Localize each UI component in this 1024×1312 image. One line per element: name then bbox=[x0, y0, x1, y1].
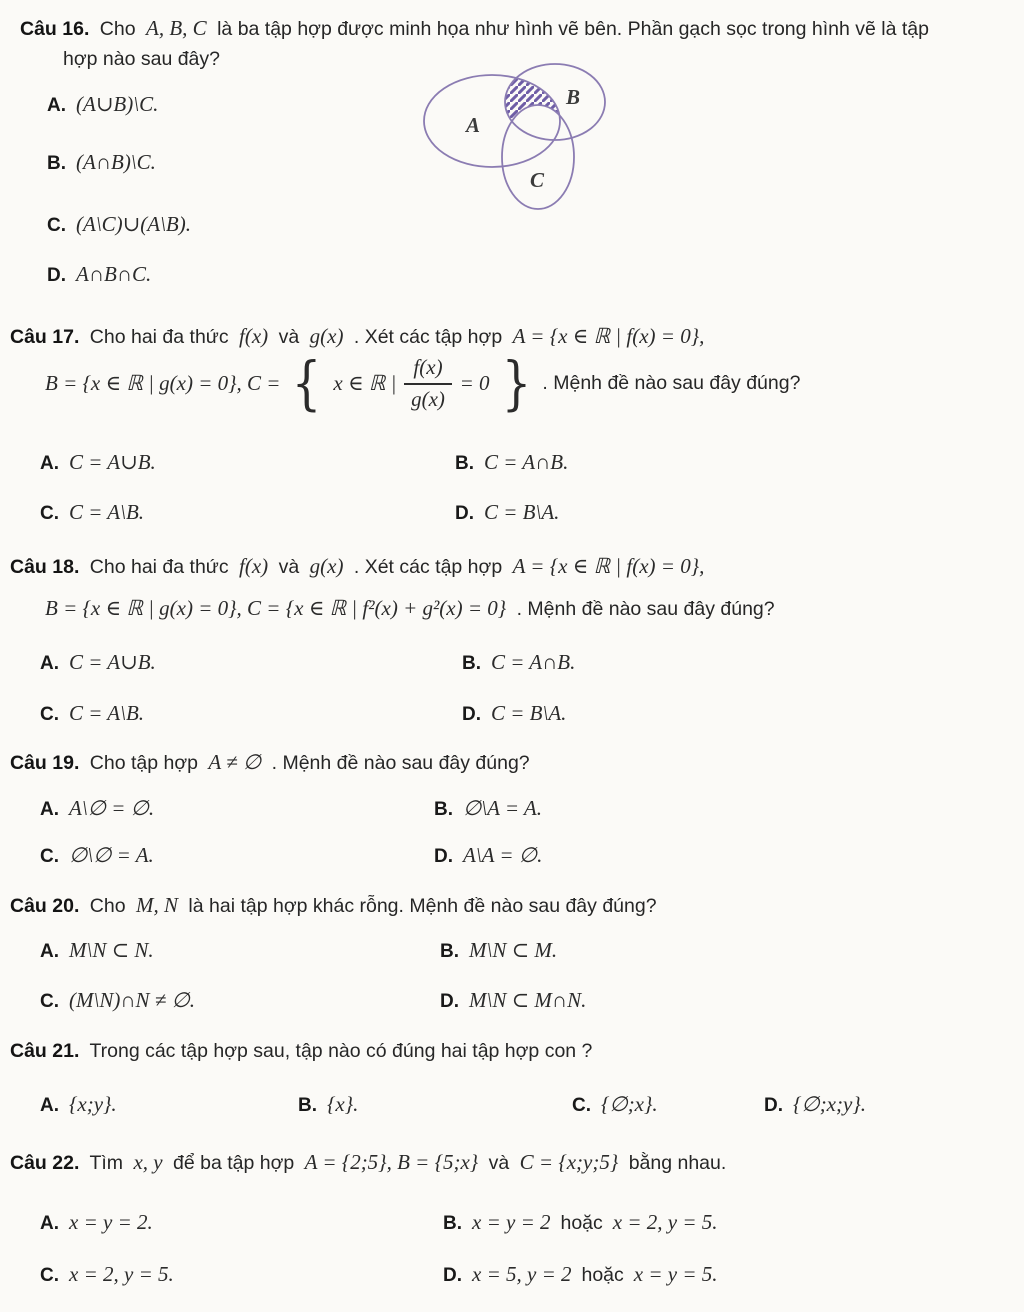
option-value: M\N ⊂ N. bbox=[69, 938, 154, 962]
q17-option-c bbox=[40, 500, 144, 525]
q21-option-c bbox=[572, 1092, 658, 1117]
q18-option-a bbox=[40, 650, 156, 675]
q20-option-b bbox=[440, 938, 557, 963]
q21-text-1: Trong các tập hợp sau, tập nào có đúng hai tập hợp con ? bbox=[89, 1040, 593, 1062]
q18-math-2: g(x) bbox=[309, 554, 344, 578]
option-value-2: x = 2, y = 5. bbox=[612, 1210, 718, 1234]
q22-option-c bbox=[40, 1262, 174, 1287]
option-value: A∩B∩C. bbox=[76, 262, 152, 286]
q19-math-1: A ≠ ∅ bbox=[208, 750, 262, 774]
q19-text-2: . Mệnh đề nào sau đây đúng? bbox=[271, 752, 530, 774]
q19-option-b bbox=[434, 796, 542, 821]
option-connector: hoặc bbox=[560, 1212, 603, 1234]
q17-text-2: và bbox=[278, 326, 300, 348]
q19-option-a bbox=[40, 796, 154, 821]
q17-option-b bbox=[455, 450, 568, 475]
q16-option-d bbox=[47, 262, 151, 287]
q22-header bbox=[10, 1150, 731, 1175]
q18-text-2: và bbox=[278, 556, 300, 578]
q22-option-b bbox=[443, 1210, 718, 1235]
q22-text-3: và bbox=[488, 1152, 510, 1174]
q20-text-1: Cho bbox=[89, 895, 126, 917]
q18-text-4: . Mệnh đề nào sau đây đúng? bbox=[516, 598, 775, 620]
q17-label: Câu 17. bbox=[10, 326, 80, 348]
option-value: {∅;x}. bbox=[601, 1092, 658, 1116]
option-value: A\A = ∅. bbox=[463, 843, 543, 867]
option-letter: D. bbox=[47, 265, 66, 286]
q22-math-2: A = {2;5}, B = {5;x} bbox=[304, 1150, 479, 1174]
q21-option-b bbox=[298, 1092, 358, 1117]
q19-label: Câu 19. bbox=[10, 752, 80, 774]
q19-text-1: Cho tập hợp bbox=[89, 752, 198, 774]
q17-text-1: Cho hai đa thức bbox=[89, 326, 229, 348]
q18-math-4: B = {x ∈ ℝ | g(x) = 0}, C = {x ∈ ℝ | f²(x) + g²(x) = 0} bbox=[45, 596, 507, 620]
option-letter: D. bbox=[455, 503, 474, 524]
q17-text-4: . Mệnh đề nào sau đây đúng? bbox=[542, 372, 801, 395]
option-letter: B. bbox=[434, 799, 453, 820]
option-value: C = A∩B. bbox=[491, 650, 576, 674]
q16-header-line-2: hợp nào sau đây? bbox=[63, 48, 220, 70]
option-value: (A\C)∪(A\B). bbox=[76, 212, 191, 236]
venn-diagram bbox=[414, 54, 644, 216]
option-letter: C. bbox=[40, 503, 59, 524]
q18-option-d bbox=[462, 701, 566, 726]
q17-formula-line bbox=[45, 349, 801, 417]
option-value: M\N ⊂ M. bbox=[469, 938, 558, 962]
option-value: x = 2, y = 5. bbox=[69, 1262, 174, 1286]
option-letter: A. bbox=[40, 1213, 59, 1234]
q16-text-2: là ba tập hợp được minh họa như hình vẽ bên. Phần gạch sọc trong hình vẽ là tập bbox=[217, 18, 929, 40]
q17-text-3: . Xét các tập hợp bbox=[353, 326, 503, 348]
option-letter: A. bbox=[40, 453, 59, 474]
q16-math-1: A, B, C bbox=[146, 16, 207, 40]
option-value: x = y = 2 bbox=[472, 1210, 551, 1234]
option-letter: D. bbox=[440, 991, 459, 1012]
option-value: ∅\A = A. bbox=[463, 796, 542, 820]
q17-math-4: B = {x ∈ ℝ | g(x) = 0}, C = bbox=[45, 371, 281, 396]
option-value-2: x = y = 5. bbox=[633, 1262, 718, 1286]
option-letter: D. bbox=[764, 1095, 783, 1116]
option-value: {x}. bbox=[327, 1092, 359, 1116]
q22-option-d bbox=[443, 1262, 718, 1287]
q17-option-d bbox=[455, 500, 559, 525]
option-value: (M\N)∩N ≠ ∅. bbox=[69, 988, 196, 1012]
q19-header bbox=[10, 750, 535, 775]
option-letter: B. bbox=[455, 453, 474, 474]
option-letter: B. bbox=[440, 941, 459, 962]
option-letter: C. bbox=[40, 991, 59, 1012]
fraction-numerator: f(x) bbox=[404, 356, 451, 385]
option-letter: B. bbox=[443, 1213, 462, 1234]
option-value: {∅;x;y}. bbox=[793, 1092, 866, 1116]
option-letter: A. bbox=[40, 1095, 59, 1116]
q21-option-d bbox=[764, 1092, 866, 1117]
option-value: x = 5, y = 2 bbox=[472, 1262, 572, 1286]
q18-header-line-1 bbox=[10, 554, 709, 579]
option-letter: B. bbox=[462, 653, 481, 674]
q22-text-2: để ba tập hợp bbox=[173, 1152, 295, 1174]
q22-math-1: x, y bbox=[133, 1150, 163, 1174]
option-value: x = y = 2. bbox=[69, 1210, 153, 1234]
q19-option-d bbox=[434, 843, 542, 868]
option-value: C = A∩B. bbox=[484, 450, 569, 474]
option-value: ∅\∅ = A. bbox=[69, 843, 154, 867]
q20-math-1: M, N bbox=[136, 893, 178, 917]
q17-math-1: f(x) bbox=[239, 324, 269, 348]
q18-label: Câu 18. bbox=[10, 556, 80, 578]
option-letter: B. bbox=[298, 1095, 317, 1116]
option-value: C = A∪B. bbox=[69, 450, 156, 474]
q21-option-a bbox=[40, 1092, 117, 1117]
q17-math-5: x ∈ ℝ | bbox=[333, 371, 397, 396]
venn-label-c: C bbox=[530, 168, 545, 192]
q20-option-a bbox=[40, 938, 154, 963]
fraction-denominator: g(x) bbox=[411, 386, 445, 411]
q21-header bbox=[10, 1040, 597, 1063]
q16-label: Câu 16. bbox=[20, 18, 90, 40]
option-letter: D. bbox=[443, 1265, 462, 1286]
venn-label-b: B bbox=[566, 85, 581, 109]
q18-math-1: f(x) bbox=[239, 554, 269, 578]
q20-label: Câu 20. bbox=[10, 895, 80, 917]
option-letter: A. bbox=[47, 95, 66, 116]
q22-label: Câu 22. bbox=[10, 1152, 80, 1174]
q20-text-2: là hai tập hợp khác rỗng. Mệnh đề nào sau đây đúng? bbox=[188, 895, 657, 917]
option-letter: D. bbox=[434, 846, 453, 867]
option-letter: D. bbox=[462, 704, 481, 725]
option-value: C = A∪B. bbox=[69, 650, 156, 674]
option-value: C = B\A. bbox=[491, 701, 567, 725]
q20-option-d bbox=[440, 988, 586, 1013]
right-brace: } bbox=[501, 349, 531, 417]
option-value: C = A\B. bbox=[69, 500, 145, 524]
option-letter: A. bbox=[40, 799, 59, 820]
q20-option-c bbox=[40, 988, 195, 1013]
option-letter: C. bbox=[47, 215, 66, 236]
option-connector: hoặc bbox=[581, 1264, 624, 1286]
option-letter: A. bbox=[40, 941, 59, 962]
q22-option-a bbox=[40, 1210, 153, 1235]
q18-header-line-2 bbox=[45, 596, 780, 621]
q16-option-c bbox=[47, 212, 191, 237]
q17-math-2: g(x) bbox=[309, 324, 344, 348]
q17-math-6: = 0 bbox=[459, 371, 490, 396]
q16-header-line-1 bbox=[20, 16, 934, 41]
option-letter: C. bbox=[40, 704, 59, 725]
venn-label-a: A bbox=[466, 113, 481, 137]
option-letter: C. bbox=[40, 1265, 59, 1286]
option-value: C = A\B. bbox=[69, 701, 145, 725]
q17-math-3: A = {x ∈ ℝ | f(x) = 0}, bbox=[512, 324, 705, 348]
option-letter: B. bbox=[47, 153, 66, 174]
q18-option-c bbox=[40, 701, 144, 726]
q20-header bbox=[10, 893, 662, 918]
q22-text-4: bằng nhau. bbox=[628, 1152, 727, 1174]
option-value: (A∩B)\C. bbox=[76, 150, 156, 174]
option-value: {x;y}. bbox=[69, 1092, 117, 1116]
q19-option-c bbox=[40, 843, 154, 868]
q18-text-1: Cho hai đa thức bbox=[89, 556, 229, 578]
q22-math-3: C = {x;y;5} bbox=[519, 1150, 619, 1174]
q16-option-b bbox=[47, 150, 156, 175]
option-value: C = B\A. bbox=[484, 500, 560, 524]
option-letter: A. bbox=[40, 653, 59, 674]
left-brace: { bbox=[292, 349, 322, 417]
option-letter: C. bbox=[572, 1095, 591, 1116]
option-value: M\N ⊂ M∩N. bbox=[469, 988, 587, 1012]
q16-text-1: Cho bbox=[99, 18, 136, 40]
option-letter: C. bbox=[40, 846, 59, 867]
q16-option-a bbox=[47, 92, 158, 117]
q17-header-line-1 bbox=[10, 324, 709, 349]
q18-text-3: . Xét các tập hợp bbox=[353, 556, 503, 578]
option-value: A\∅ = ∅. bbox=[69, 796, 155, 820]
fraction bbox=[404, 356, 451, 411]
q18-option-b bbox=[462, 650, 575, 675]
q18-math-3: A = {x ∈ ℝ | f(x) = 0}, bbox=[512, 554, 705, 578]
q22-text-1: Tìm bbox=[89, 1152, 124, 1174]
q21-label: Câu 21. bbox=[10, 1040, 80, 1062]
option-value: (A∪B)\C. bbox=[76, 92, 159, 116]
q17-option-a bbox=[40, 450, 156, 475]
